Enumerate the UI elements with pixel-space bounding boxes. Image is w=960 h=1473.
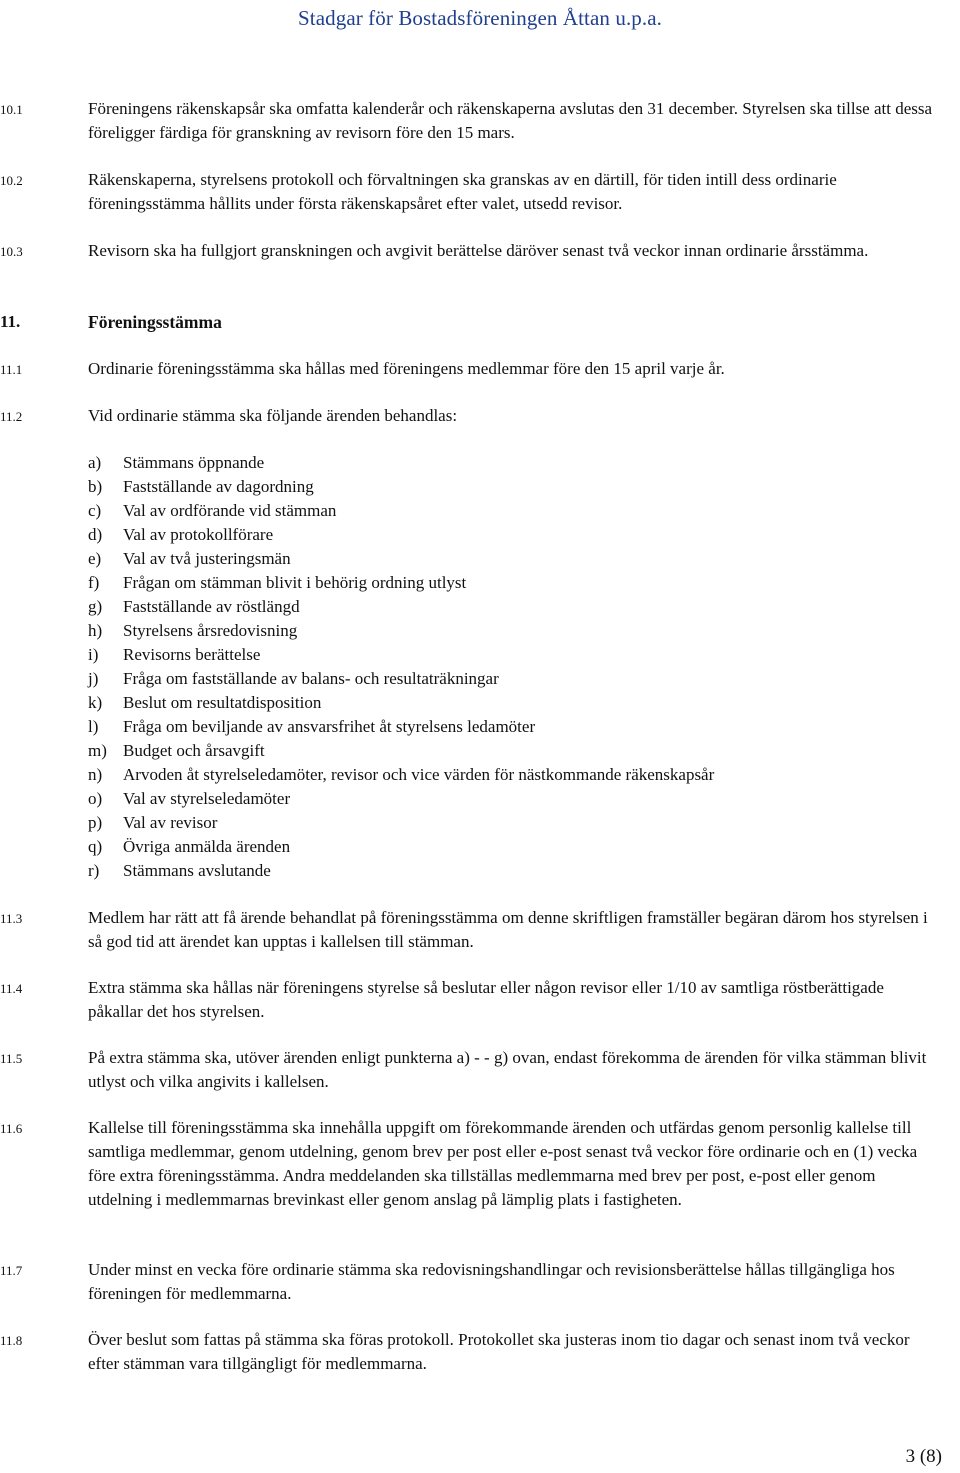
agenda-text: Budget och årsavgift <box>123 741 265 760</box>
agenda-letter: k) <box>88 693 103 712</box>
agenda-letter: e) <box>88 549 102 568</box>
paragraph-text: Föreningens räkenskapsår ska omfatta kalenderår och räkenskaperna avslutas den 31 december. Styrelsen ska tillse att dessa föreligger färdiga för granskning av revisorn före den 15 mars. <box>88 99 933 142</box>
agenda-text: Arvoden åt styrelseledamöter, revisor och vice värden för nästkommande räkenskapsår <box>123 765 715 784</box>
paragraph-11-2 <box>0 404 960 428</box>
paragraph-text: Över beslut som fattas på stämma ska föras protokoll. Protokollet ska justeras inom tio dagar och senast inom två veckor efter stämman vara tillgängligt för medlemmarna. <box>88 1330 910 1373</box>
paragraph-number: 10.2 <box>0 173 23 188</box>
agenda-item <box>88 643 908 667</box>
agenda-item <box>88 811 908 835</box>
paragraph-text: På extra stämma ska, utöver ärenden enligt punkterna a) - - g) ovan, endast förekomma de ärenden för vilka stämman blivit utlyst och vilka angivits i kallelsen. <box>88 1048 927 1091</box>
paragraph-number: 11.7 <box>0 1263 23 1278</box>
agenda-item <box>88 667 908 691</box>
paragraph-number: 11.2 <box>0 409 23 424</box>
agenda-text: Frågan om stämman blivit i behörig ordning utlyst <box>123 573 467 592</box>
section-number: 11. <box>0 312 21 331</box>
agenda-text: Fastställande av röstlängd <box>123 597 300 616</box>
paragraph-number: 11.6 <box>0 1121 23 1136</box>
agenda-letter: r) <box>88 861 100 880</box>
agenda-letter: q) <box>88 837 103 856</box>
agenda-item <box>88 787 908 811</box>
agenda-item <box>88 499 908 523</box>
agenda-text: Val av protokollförare <box>123 525 274 544</box>
paragraph-text: Revisorn ska ha fullgjort granskningen och avgivit berättelse däröver senast två veckor innan ordinarie årsstämma. <box>88 241 869 260</box>
agenda-item <box>88 715 908 739</box>
agenda-text: Stämmans öppnande <box>123 453 265 472</box>
agenda-item <box>88 739 908 763</box>
paragraph-11-4 <box>0 976 960 1024</box>
agenda-letter: c) <box>88 501 102 520</box>
agenda-item <box>88 523 908 547</box>
agenda-item <box>88 595 908 619</box>
paragraph-number: 11.8 <box>0 1333 23 1348</box>
agenda-text: Fastställande av dagordning <box>123 477 314 496</box>
agenda-text: Val av revisor <box>123 813 218 832</box>
paragraph-number: 11.3 <box>0 911 23 926</box>
paragraph-text: Under minst en vecka före ordinarie stämma ska redovisningshandlingar och revisionsberättelse hållas tillgängliga hos föreningen för medlemmarna. <box>88 1260 895 1303</box>
section-title: Föreningsstämma <box>88 312 222 332</box>
agenda-letter: h) <box>88 621 103 640</box>
agenda-letter: d) <box>88 525 103 544</box>
agenda-letter: j) <box>88 669 99 688</box>
paragraph-text: Medlem har rätt att få ärende behandlat på föreningsstämma om denne skriftligen framställer begäran därom hos styrelsen i så god tid att ärendet kan upptas i kallelsen till stämman. <box>88 908 928 951</box>
agenda-letter: n) <box>88 765 103 784</box>
agenda-letter: g) <box>88 597 103 616</box>
agenda-item <box>88 835 908 859</box>
agenda-text: Styrelsens årsredovisning <box>123 621 298 640</box>
agenda-letter: b) <box>88 477 103 496</box>
paragraph-text: Extra stämma ska hållas när föreningens styrelse så beslutar eller någon revisor eller 1/10 av samtliga röstberättigade påkallar det hos styrelsen. <box>88 978 884 1021</box>
agenda-item <box>88 619 908 643</box>
paragraph-10-3 <box>0 239 960 263</box>
agenda-letter: l) <box>88 717 99 736</box>
agenda-item <box>88 451 908 475</box>
agenda-text: Revisorns berättelse <box>123 645 261 664</box>
paragraph-11-5 <box>0 1046 960 1094</box>
agenda-text: Beslut om resultatdisposition <box>123 693 322 712</box>
agenda-item <box>88 691 908 715</box>
paragraph-text: Ordinarie föreningsstämma ska hållas med föreningens medlemmar före den 15 april varje år. <box>88 359 725 378</box>
agenda-item <box>88 763 908 787</box>
page-number: 3 (8) <box>905 1446 942 1467</box>
agenda-letter: o) <box>88 789 103 808</box>
paragraph-11-8 <box>0 1328 960 1376</box>
paragraph-10-2 <box>0 168 960 216</box>
agenda-letter: m) <box>88 741 107 760</box>
agenda-text: Val av ordförande vid stämman <box>123 501 337 520</box>
agenda-text: Fråga om beviljande av ansvarsfrihet åt styrelsens ledamöter <box>123 717 536 736</box>
paragraph-number: 11.1 <box>0 362 23 377</box>
document-title: Stadgar för Bostadsföreningen Åttan u.p.a. <box>297 6 663 30</box>
paragraph-number: 10.1 <box>0 102 23 117</box>
agenda-text: Val av två justeringsmän <box>123 549 291 568</box>
agenda-letter: a) <box>88 453 102 472</box>
agenda-text: Val av styrelseledamöter <box>123 789 291 808</box>
paragraph-text: Vid ordinarie stämma ska följande ärenden behandlas: <box>88 406 458 425</box>
agenda-item <box>88 475 908 499</box>
agenda-text: Stämmans avslutande <box>123 861 271 880</box>
agenda-text: Fråga om fastställande av balans- och resultaträkningar <box>123 669 499 688</box>
section-heading-11 <box>0 310 960 334</box>
agenda-item <box>88 547 908 571</box>
agenda-list <box>88 451 908 883</box>
agenda-letter: i) <box>88 645 99 664</box>
paragraph-11-7 <box>0 1258 960 1306</box>
paragraph-number: 10.3 <box>0 244 23 259</box>
paragraph-10-1 <box>0 97 960 145</box>
paragraph-number: 11.4 <box>0 981 23 996</box>
agenda-item <box>88 859 908 883</box>
paragraph-11-6 <box>0 1116 960 1212</box>
paragraph-text: Räkenskaperna, styrelsens protokoll och förvaltningen ska granskas av en därtill, för tiden intill dess ordinarie föreningsstämma hållits under första räkenskapsåret efter valet, utsedd revisor. <box>88 170 837 213</box>
paragraph-number: 11.5 <box>0 1051 23 1066</box>
agenda-letter: f) <box>88 573 100 592</box>
agenda-item <box>88 571 908 595</box>
paragraph-11-3 <box>0 906 960 954</box>
agenda-letter: p) <box>88 813 103 832</box>
paragraph-text: Kallelse till föreningsstämma ska innehålla uppgift om förekommande ärenden och utfärdas genom personlig kallelse till samtliga medlemmar, genom utdelning, genom brev per post eller e-post senast två veckor före ordinarie och en (1) vecka före extra föreningsstämma. Andra meddelanden ska tillställas medlemmarna med brev per post, e-post eller genom utdelning i medlemmarnas brevinkast eller genom anslag på lämplig plats i fastigheten. <box>88 1118 918 1209</box>
agenda-text: Övriga anmälda ärenden <box>123 837 291 856</box>
paragraph-11-1 <box>0 357 960 381</box>
